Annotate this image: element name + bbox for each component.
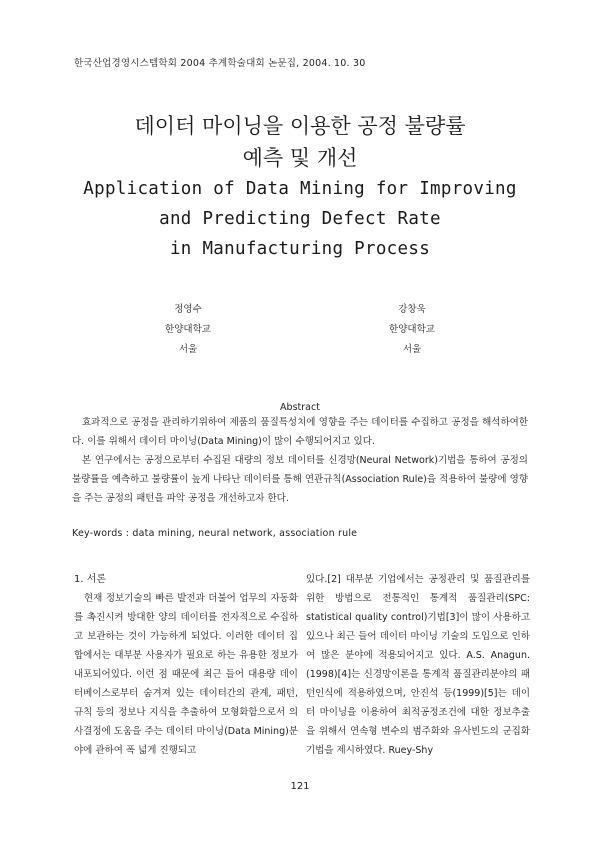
title-english-line-1: Application of Data Mining for Improving	[83, 179, 517, 199]
body-paragraph-right: 있다.[2] 대부분 기업에서는 공정관리 및 품질관리를 위한 방법으로 전통적인 통계적 품질관리(SPC: statistical quality control)기법[3]이 많이 사용하고 있으나 최근 들어 데이터 마이닝 기술의 도입으로 인하여 많은 분야에 적용되어지고 있다. A.S. Anagun.(1998)[4]는 신경망이론을 통계적 품질관리분야의 패턴인식에 적용하였으며, 안진석 등(1999)[5]는 데이터 마이닝을 이용하여 최적공정조건에 대한 정보추출을 위해서 연속형 변수의 범주화와 유사빈도의 군집화 기법을 제시하였다. Ruey-Shy	[306, 574, 530, 756]
section-heading: 1. 서론	[74, 574, 107, 585]
body-right-column	[306, 570, 530, 760]
abstract-body	[72, 413, 528, 508]
author-1	[128, 300, 248, 360]
author-affiliation: 한양대학교	[389, 324, 435, 335]
title-block	[0, 110, 600, 264]
keywords: Key-words : data mining, neural network, association rule	[72, 528, 358, 539]
author-affiliation: 한양대학교	[165, 324, 211, 335]
body-paragraph-left: 현재 정보기술의 빠른 발전과 더불어 업무의 자동화를 촉진시켜 방대한 양의 데이터를 전자적으로 수집하고 보관하는 것이 가능하게 되었다. 이러한 데이터 집합에서는 대부분 사용자가 필요로 하는 유용한 정보가 내포되어있다. 이런 점 때문에 최근 들어 대용량 데이터베이스로부터 숨겨져 있는 데이터간의 관계, 패턴, 규칙 등의 정보나 지식을 추출하여 모형화함으로서 의사결정에 도움을 주는 데이터 마이닝(Data Mining)분야에 관하여 폭 넓게 진행되고	[74, 593, 298, 756]
abstract-paragraph-1: 효과적으로 공정을 관리하기위하여 제품의 품질특성치에 영향을 주는 데이터를 수집하고 공정을 해석하여한다. 이를 위해서 데이터 마이닝(Data Mining)이 많이 수행되어지고 있다.	[72, 417, 528, 447]
body-left-column	[74, 570, 298, 760]
author-location: 서울	[178, 344, 198, 355]
author-2	[352, 300, 472, 360]
author-location: 서울	[402, 344, 422, 355]
title-english-line-3: in Manufacturing Process	[169, 239, 431, 259]
author-name: 강창욱	[398, 304, 426, 315]
abstract-heading: Abstract	[280, 402, 320, 413]
author-name: 정영수	[174, 304, 202, 315]
running-head: 한국산업경영시스템학회 2004 추계학술대회 논문집, 2004. 10. 30	[74, 58, 366, 69]
title-english-line-2: and Predicting Defect Rate	[159, 209, 441, 229]
page-number: 121	[290, 781, 310, 792]
title-korean-line-1: 데이터 마이닝을 이용한 공정 불량률	[134, 114, 466, 138]
abstract-paragraph-2: 본 연구에서는 공정으로부터 수집된 대량의 정보 데이터를 신경망(Neural Network)기법을 통하여 공정의 불량률을 예측하고 불량률이 높게 나타난 데이터를 통해 연관규칙(Association Rule)을 적용하여 불량에 영향을 주는 공정의 패턴을 파악 공정을 개선하고자 한다.	[72, 455, 528, 504]
title-korean-line-2: 예측 및 개선	[242, 146, 358, 170]
